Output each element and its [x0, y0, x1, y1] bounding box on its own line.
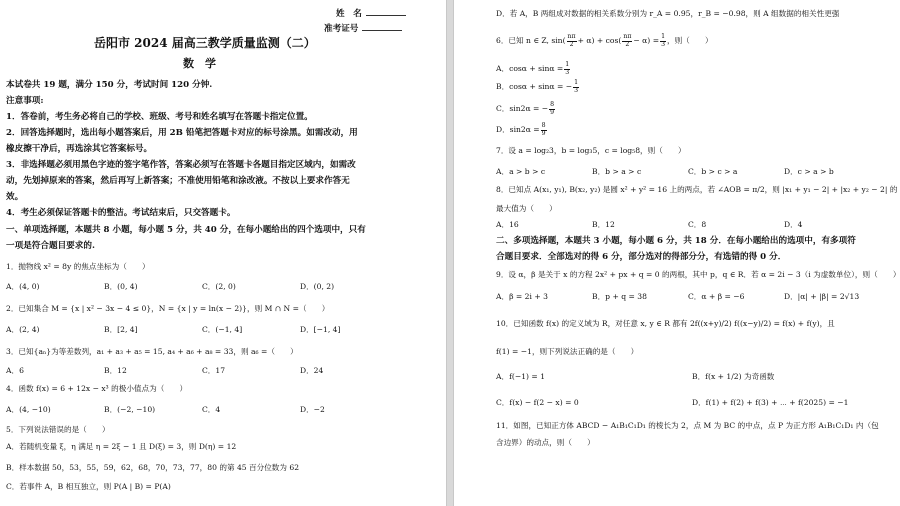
option-b[interactable]: B．[2, 4] [104, 325, 138, 334]
option-c[interactable]: C．(−1, 4] [202, 325, 243, 334]
question-stem: 4．函数 f(x) = 6 + 12x − x³ 的极小值点为（ ） [6, 384, 188, 393]
section-heading: 一项是符合题目要求的. [6, 241, 95, 251]
question-stem: 9．设 α，β 是关于 x 的方程 2x² + px + q = 0 的两根，其中 p，q ∈ R．若 α = 2i − 3（i 为虚数单位），则（ ） [496, 270, 900, 279]
option-c[interactable]: C．α + β = −6 [688, 292, 745, 301]
page-gutter [446, 0, 454, 506]
option-a[interactable]: A．若随机变量 ξ，η 满足 η = 2ξ − 1 且 D(ξ) = 3，则 D(η) = 12 [6, 442, 237, 451]
question-stem: 8．已知点 A(x₁, y₁), B(x₂, y₂) 是圆 x² + y² = 16 上的两点，若 ∠AOB = π/2，则 |x₁ + y₁ − 2| + |x₂ + y₂ − 2| 的 [496, 185, 898, 194]
instruction-line: 1．答卷前，考生务必将自己的学校、班级、考号和姓名填写在答题卡指定位置。 [6, 112, 313, 122]
question-stem: 2．已知集合 M = {x | x² − 3x − 4 ≤ 0}，N = {x | y = ln(x − 2)}，则 M ∩ N =（ ） [6, 304, 330, 313]
option-b[interactable]: B．(−2, −10) [104, 405, 156, 414]
option-b[interactable]: B．cosα + sinα = − $\frac{1}{3}$ [496, 79, 579, 94]
section-heading: 一、单项选择题，本题共 8 小题，每小题 5 分，共 40 分，在每小题给出的四个选项中，只有 [6, 225, 366, 235]
option-a[interactable]: A．a > b > c [496, 167, 546, 176]
name-field[interactable] [336, 6, 406, 19]
option-a[interactable]: A．16 [496, 220, 519, 229]
option-d[interactable]: D．−2 [300, 405, 325, 414]
question-stem: 7．设 a = log₂3，b = log₃5，c = log₅8，则（ ） [496, 146, 686, 155]
left-page [0, 0, 446, 506]
option-c[interactable]: C．8 [688, 220, 707, 229]
option-b[interactable]: B．b > a > c [592, 167, 642, 176]
option-b[interactable]: B．p + q = 38 [592, 292, 647, 301]
name-label: 姓 名 [336, 9, 362, 19]
section-heading: 合题目要求．全部选对的得 6 分，部分选对的得部分分，有选错的得 0 分． [496, 252, 787, 262]
option-a[interactable]: A．6 [6, 366, 24, 375]
option-b[interactable]: B．样本数据 50，53，55，59，62，68，70，73，77，80 的第 45 百分位数为 62 [6, 463, 300, 472]
question-stem-cont: 最大值为（ ） [496, 204, 557, 213]
option-b[interactable]: B．(0, 4) [104, 282, 138, 291]
question-stem: 3．已知{aₙ}为等差数列，a₁ + a₃ + a₅ = 15, a₄ + a₆ + a₈ = 33，则 a₆ =（ ） [6, 347, 298, 356]
instruction-line: 橡皮擦干净后，再选涂其它答案标号。 [6, 144, 153, 154]
option-d[interactable]: D．24 [300, 366, 324, 375]
instruction-line: 动，先划掉原来的答案，然后再写上新答案；不准使用铅笔和涂改液。不按以上要求作答无 [6, 176, 350, 186]
exam-subject: 数 学 [183, 57, 216, 70]
option-d[interactable]: D．c > a > b [784, 167, 834, 176]
instruction-line: 注意事项: [6, 96, 44, 106]
option-b[interactable]: B．f(x + 1/2) 为奇函数 [692, 372, 775, 381]
option-c[interactable]: C．若事件 A，B 相互独立，则 P(A | B) = P(A) [6, 482, 171, 491]
option-a[interactable]: A．f(−1) = 1 [496, 372, 546, 381]
instruction-line: 2．回答选择题时，选出每小题答案后，用 2B 铅笔把答题卡对应的标号涂黑。如需改动，用 [6, 128, 358, 138]
question-stem: 1．抛物线 x² = 8y 的焦点坐标为（ ） [6, 262, 150, 271]
instruction-line: 3．非选择题必须用黑色字迹的签字笔作答，答案必须写在答题卡各题目指定区域内，如需改 [6, 160, 356, 170]
question-stem: 6．已知 n ∈ Z, sin( $\frac{n\pi}{2}$ + α) + cos( $\frac{n\pi}{2}$ − α) = $\frac{1}{3}$ ，则（ ） [496, 33, 713, 48]
option-c[interactable]: C．sin2α = − $\frac{8}{9}$ [496, 101, 555, 116]
option-d[interactable]: D．[−1, 4] [300, 325, 341, 334]
exam-title: 岳阳市 2024 届高三教学质量监测（二） [94, 36, 316, 50]
question-stem-cont: 含边界）的动点，则（ ） [496, 438, 595, 447]
option-b[interactable]: B．12 [592, 220, 615, 229]
option-d[interactable]: D．sin2α = $\frac{8}{9}$ [496, 122, 546, 137]
option-a[interactable]: A．(2, 4) [6, 325, 40, 334]
question-stem: 5．下列说法错误的是（ ） [6, 425, 110, 434]
option-d[interactable]: D．若 A，B 两组成对数据的相关系数分别为 r_A = 0.95，r_B = −0.98，则 A 组数据的相关性更强 [496, 9, 840, 18]
option-d[interactable]: D．|α| + |β| = 2√13 [784, 292, 860, 301]
option-b[interactable]: B．12 [104, 366, 127, 375]
option-a[interactable]: A．(4, −10) [6, 405, 51, 414]
instruction-line: 效。 [6, 192, 24, 202]
option-a[interactable]: A．cosα + sinα = $\frac{1}{3}$ [496, 61, 570, 76]
instruction-line: 本试卷共 19 题，满分 150 分，考试时间 120 分钟. [6, 80, 213, 90]
question-stem-cont: f(1) = −1，则下列说法正确的是（ ） [496, 347, 639, 356]
question-stem: 10．已知函数 f(x) 的定义域为 R，对任意 x, y ∈ R 都有 2f((x+y)/2) f((x−y)/2) = f(x) + f(y)，且 [496, 319, 835, 328]
option-a[interactable]: A．β = 2i + 3 [496, 292, 548, 301]
option-c[interactable]: C．(2, 0) [202, 282, 236, 291]
option-d[interactable]: D．(0, 2) [300, 282, 335, 291]
option-d[interactable]: D．4 [784, 220, 803, 229]
option-d[interactable]: D．f(1) + f(2) + f(3) + ⋯ + f(2025) = −1 [692, 398, 849, 407]
option-c[interactable]: C．17 [202, 366, 226, 375]
ticket-label: 准考证号 [324, 24, 359, 34]
option-a[interactable]: A．(4, 0) [6, 282, 40, 291]
ticket-number-field[interactable] [324, 21, 402, 34]
option-c[interactable]: C．f(x) − f(2 − x) = 0 [496, 398, 579, 407]
instruction-line: 4．考生必须保证答题卡的整洁。考试结束后，只交答题卡。 [6, 208, 236, 218]
right-page [454, 0, 900, 506]
option-c[interactable]: C．b > c > a [688, 167, 738, 176]
option-c[interactable]: C．4 [202, 405, 221, 414]
question-stem: 11．如图，已知正方体 ABCD − A₁B₁C₁D₁ 的棱长为 2，点 M 为 BC 的中点，点 P 为正方形 A₁B₁C₁D₁ 内（包 [496, 421, 879, 430]
section-heading: 二、多项选择题，本题共 3 小题，每小题 6 分，共 18 分．在每小题给出的选项中，有多项符 [496, 236, 856, 246]
